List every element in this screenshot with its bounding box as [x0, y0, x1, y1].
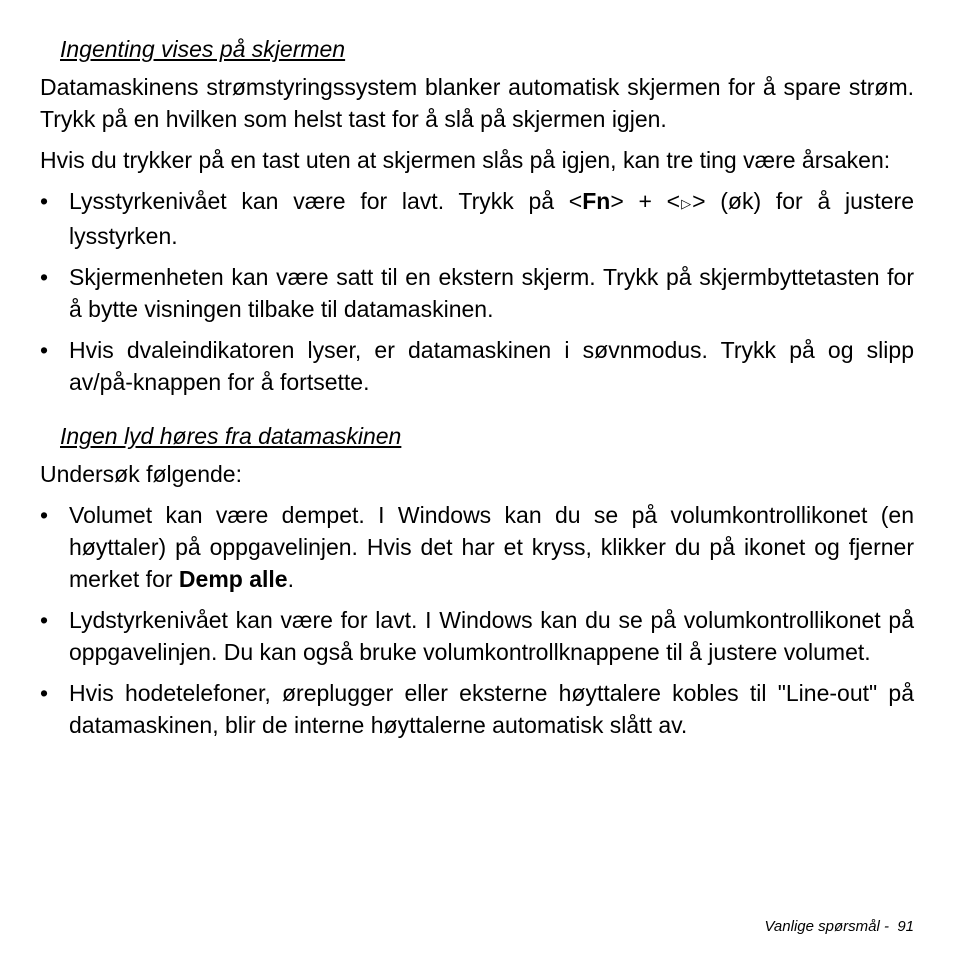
bullet-text: > (øk) for å justere lysstyrken.	[69, 188, 914, 249]
bullet-dot: •	[40, 607, 49, 633]
bullet-text: Lysstyrkenivået kan være for lavt. Trykk på <	[69, 188, 583, 214]
bullet-text: Volumet kan være dempet. I Windows kan du se på volumkontrollikonet (en høyttaler) på oppgavelinjen. Hvis det har et kryss, klikker du på ikonet og fjerner merket for	[69, 502, 914, 592]
bullet-dot: •	[40, 264, 49, 290]
bullet-dot: •	[40, 188, 49, 214]
bullet-text: Lydstyrkenivået kan være for lavt. I Windows kan du se på volumkontrollikonet på oppgavelinjen. Du kan også bruke volumkontrollknappene til å justere volumet.	[69, 607, 914, 665]
list-item	[40, 677, 914, 741]
bullet-dot: •	[40, 337, 49, 363]
list-item	[40, 334, 914, 398]
section-heading-no-display: Ingenting vises på skjermen	[60, 36, 346, 62]
paragraph-three-causes: Hvis du trykker på en tast uten at skjermen slås på igjen, kan tre ting være årsaken:	[40, 147, 891, 173]
list-item	[40, 604, 914, 668]
bullet-text: Hvis hodetelefoner, øreplugger eller eksterne høyttalere kobles til "Line-out" på datamaskinen, blir de interne høyttalerne automatisk slått av.	[69, 680, 914, 738]
list-item	[40, 261, 914, 325]
bullet-text: Skjermenheten kan være satt til en ekstern skjerm. Trykk på skjermbyttetasten for å bytte visningen tilbake til datamaskinen.	[69, 264, 914, 322]
bullet-text: > + <	[610, 188, 681, 214]
section-heading-no-sound: Ingen lyd høres fra datamaskinen	[60, 423, 402, 449]
bullet-list-sound-causes	[40, 499, 914, 741]
right-arrow-icon: ▷	[681, 196, 692, 211]
bold-term-mute-all: Demp alle	[178, 566, 288, 592]
paragraph-check-following: Undersøk følgende:	[40, 461, 242, 487]
list-item	[40, 185, 914, 252]
key-label-fn: Fn	[582, 188, 611, 214]
document-page	[40, 33, 914, 750]
bullet-list-display-causes	[40, 185, 914, 398]
bullet-dot: •	[40, 502, 49, 528]
bullet-text: .	[287, 566, 294, 592]
list-item	[40, 499, 914, 595]
bullet-dot: •	[40, 680, 49, 706]
bullet-text: Hvis dvaleindikatoren lyser, er datamaskinen i søvnmodus. Trykk på og slipp av/på-knappen for å fortsette.	[69, 337, 914, 395]
paragraph-power-management: Datamaskinens strømstyringssystem blanker automatisk skjermen for å spare strøm. Trykk på en hvilken som helst tast for å slå på skjermen igjen.	[40, 74, 914, 132]
footer-section-title: Vanlige spørsmål -	[764, 918, 889, 935]
page-footer	[764, 918, 914, 935]
page-number: 91	[897, 918, 914, 935]
